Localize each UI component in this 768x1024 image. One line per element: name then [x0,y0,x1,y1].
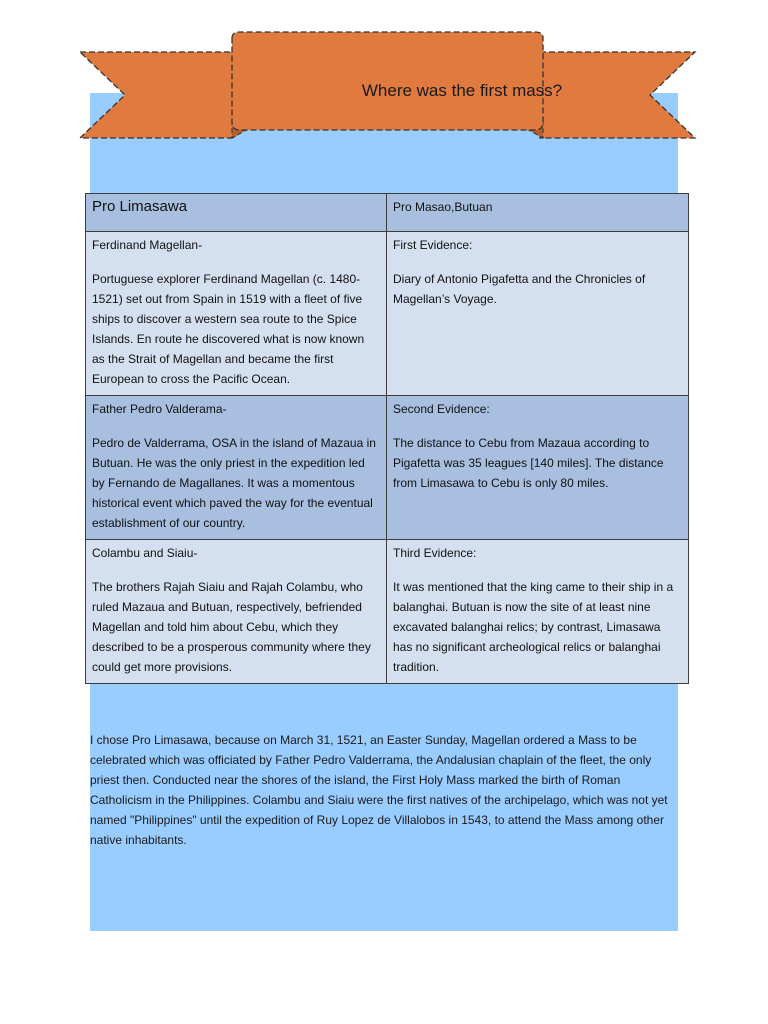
table-row [86,540,689,684]
cell-title: Colambu and Siaiu- [92,546,198,560]
title-banner [75,30,700,145]
cell-body: Pedro de Valderrama, OSA in the island of Mazaua in Butuan. He was the only priest in the expedition led by Fernando de Magallanes. It was a momentous historical event which paved the way for the eventual establishment of our country. [92,436,376,530]
cell-body: Portuguese explorer Ferdinand Magellan (c. 1480-1521) set out from Spain in 1519 with a fleet of five ships to discover a western sea route to the Spice Islands. En route he discovered what is now known as the Strait of Magellan and became the first European to cross the Pacific Ocean. [92,272,365,386]
header-pro-masao-butuan: Pro Masao,Butuan [387,194,689,232]
cell-title: Father Pedro Valderama- [92,402,227,416]
cell-title: Second Evidence: [393,402,490,416]
cell-first-evidence [387,232,689,396]
cell-body: The brothers Rajah Siaiu and Rajah Colambu, who ruled Mazaua and Butuan, respectively, befriended Magellan and told him about Cebu, which they described to be a prosperous community where they could get more provisions. [92,580,371,674]
cell-body: Diary of Antonio Pigafetta and the Chronicles of Magellan’s Voyage. [393,272,646,306]
evidence-table [85,193,689,684]
cell-title: Ferdinand Magellan- [92,238,203,252]
banner-title: Where was the first mass? [361,81,563,100]
table-row [86,232,689,396]
cell-second-evidence [387,396,689,540]
cell-third-evidence [387,540,689,684]
cell-title: First Evidence: [393,238,473,252]
header-pro-limasawa: Pro Limasawa [86,194,387,232]
table-header-row [86,194,689,232]
cell-magellan [86,232,387,396]
cell-body: It was mentioned that the king came to their ship in a balanghai. Butuan is now the site of at least nine excavated balanghai relics; by contrast, Limasawa has no significant archeological relics or balanghai tradition. [393,580,674,674]
cell-body: The distance to Cebu from Mazaua according to Pigafetta was 35 leagues [140 miles]. The distance from Limasawa to Cebu is only 80 miles. [393,436,664,490]
cell-valderama [86,396,387,540]
conclusion-paragraph: I chose Pro Limasawa, because on March 31, 1521, an Easter Sunday, Magellan ordered a Mass to be celebrated which was officiated by Father Pedro Valderrama, the Andalusian chaplain of the fleet, the only priest then. Conducted near the shores of the island, the First Holy Mass marked the birth of Roman Catholicism in the Philippines. Colambu and Siaiu were the first natives of the archipelago, which was not yet named "Philippines" until the expedition of Ruy Lopez de Villalobos in 1543, to attend the Mass among other native inhabitants. [90,733,668,847]
table-row [86,396,689,540]
cell-title: Third Evidence: [393,546,477,560]
cell-colambu-siaiu [86,540,387,684]
